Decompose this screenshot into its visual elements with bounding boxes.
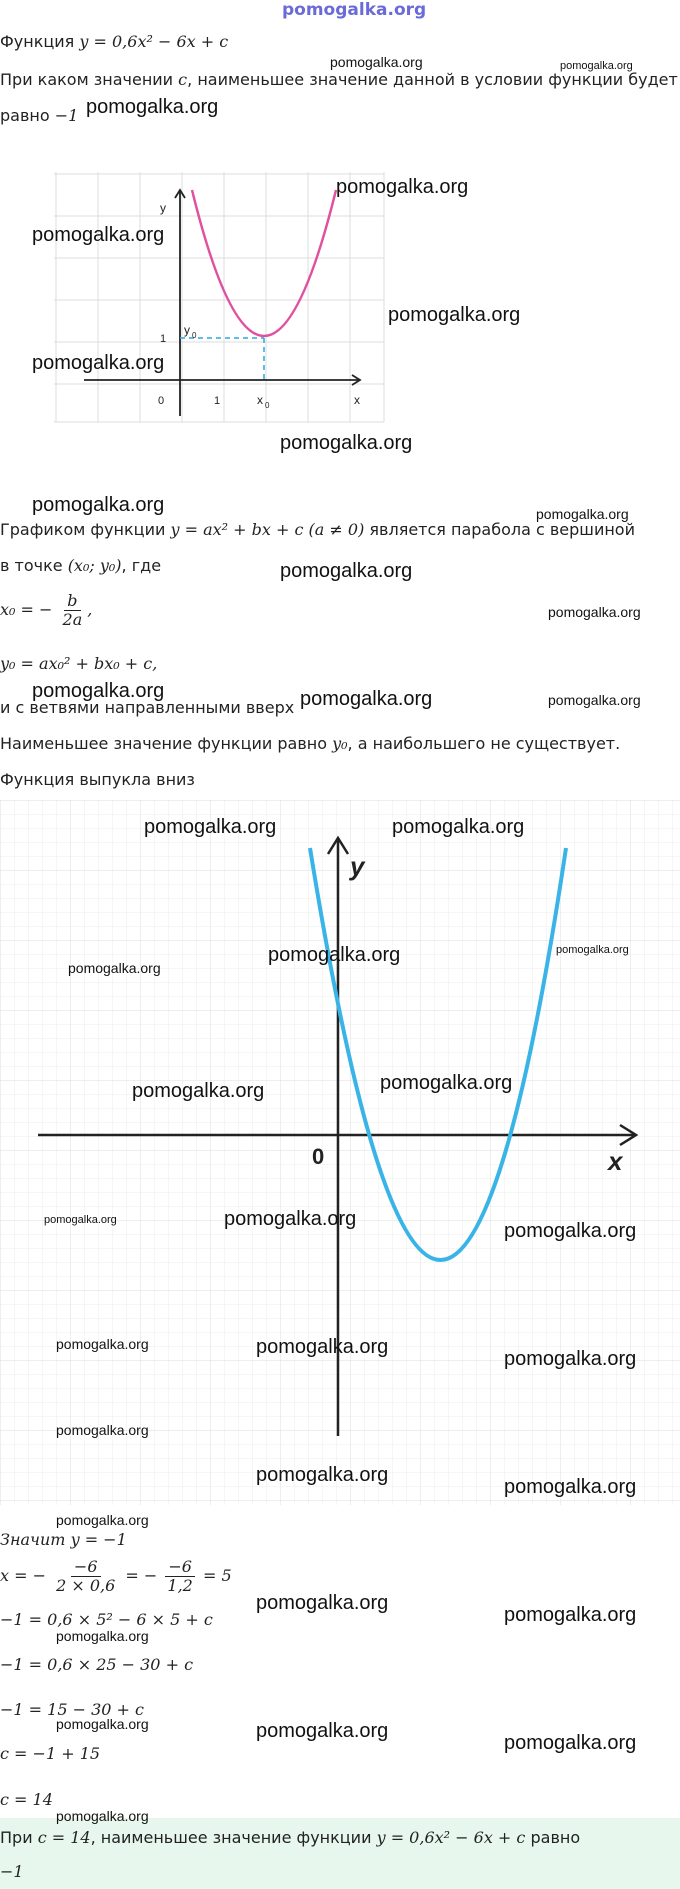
- grid-lines: [54, 172, 384, 422]
- min-prefix: Наименьшее значение функции равно: [0, 734, 327, 753]
- watermark: pomogalka.org: [32, 352, 165, 374]
- graph1-y-label: y: [160, 201, 166, 215]
- watermark: pomogalka.org: [560, 60, 633, 72]
- answer-var: c = 14: [37, 1828, 91, 1847]
- theory-branches: и с ветвями направленными вверх: [0, 698, 295, 717]
- solution-line3: −1 = 0,6 × 5² − 6 × 5 + c: [0, 1610, 213, 1629]
- theory-line2-suffix: , где: [121, 556, 162, 575]
- watermark: pomogalka.org: [548, 604, 641, 620]
- watermark: pomogalka.org: [504, 1348, 637, 1370]
- watermark: pomogalka.org: [256, 1720, 389, 1742]
- watermark: pomogalka.org: [32, 224, 165, 246]
- graph-parabola-example: [0, 800, 680, 1505]
- watermark: pomogalka.org: [548, 692, 641, 708]
- watermark: pomogalka.org: [56, 1716, 149, 1732]
- watermark: pomogalka.org: [330, 54, 423, 70]
- watermark: pomogalka.org: [380, 1072, 513, 1094]
- watermark: pomogalka.org: [68, 960, 161, 976]
- x0-den: 2a: [62, 610, 83, 629]
- answer-formula: y = 0,6x² − 6x + c: [376, 1828, 526, 1847]
- sol2-end: = 5: [202, 1566, 232, 1585]
- graph1-y0-label: y: [184, 323, 190, 337]
- graph-vertex-diagram: [54, 172, 386, 424]
- site-logo[interactable]: pomogalka.org: [282, 0, 427, 20]
- watermark: pomogalka.org: [56, 1336, 149, 1352]
- sol2-lhs: x = −: [0, 1566, 47, 1585]
- question-value: −1: [54, 106, 79, 125]
- watermark: pomogalka.org: [56, 1808, 149, 1824]
- theory-convex: Функция выпукла вниз: [0, 770, 195, 789]
- watermark: pomogalka.org: [56, 1628, 149, 1644]
- graph2-origin: 0: [312, 1144, 325, 1169]
- watermark: pomogalka.org: [536, 506, 629, 522]
- watermark: pomogalka.org: [56, 1512, 149, 1528]
- solution-line6: c = −1 + 15: [0, 1744, 101, 1763]
- theory-x0-formula: [0, 592, 92, 629]
- graph1-x0-sub: 0: [265, 401, 270, 410]
- answer-middle: , наименьшее значение функции: [90, 1828, 372, 1847]
- watermark: pomogalka.org: [256, 1592, 389, 1614]
- theory-formula: y = ax² + bx + c (a ≠ 0): [170, 520, 365, 539]
- min-suffix: , а наибольшего не существует.: [347, 734, 621, 753]
- sol2-den2: 1,2: [167, 1576, 193, 1595]
- x0-num: b: [64, 592, 80, 611]
- theory-min: [0, 734, 620, 754]
- theory-line2: [0, 556, 161, 576]
- theory-prefix: Графиком функции: [0, 520, 166, 539]
- answer-prefix: При: [0, 1828, 33, 1847]
- graph2-y-label: y: [350, 851, 365, 881]
- graph1-origin: 0: [158, 395, 165, 407]
- graph1-x0-label: x: [257, 393, 263, 407]
- solution-line2: [0, 1558, 232, 1595]
- watermark: pomogalka.org: [56, 1422, 149, 1438]
- graph1-x-label: x: [354, 393, 360, 407]
- answer-suffix: равно: [530, 1828, 581, 1847]
- graph1-tick-y1: 1: [160, 333, 167, 345]
- watermark: pomogalka.org: [556, 944, 629, 956]
- watermark: pomogalka.org: [132, 1080, 265, 1102]
- answer-line1: [0, 1828, 580, 1848]
- watermark: pomogalka.org: [504, 1732, 637, 1754]
- sol2-den1: 2 × 0,6: [56, 1576, 116, 1595]
- theory-line2-prefix: в точке: [0, 556, 63, 575]
- graph1-tick-x1: 1: [214, 395, 221, 407]
- watermark: pomogalka.org: [32, 494, 165, 516]
- watermark: pomogalka.org: [44, 1214, 117, 1226]
- watermark: pomogalka.org: [86, 96, 219, 118]
- watermark: pomogalka.org: [504, 1220, 637, 1242]
- question-prefix: При каком значении: [0, 70, 174, 89]
- solution-line1: Значит y = −1: [0, 1530, 127, 1549]
- theory-suffix: является парабола с вершиной: [369, 520, 635, 539]
- question-rest: , наименьшее значение данной в условии функции будет: [187, 70, 678, 89]
- min-var: y₀: [332, 734, 348, 753]
- watermark: pomogalka.org: [392, 816, 525, 838]
- graph2-panel: [0, 800, 680, 1505]
- answer-box: [0, 1818, 680, 1889]
- watermark: pomogalka.org: [256, 1464, 389, 1486]
- sol2-mid: = −: [125, 1566, 158, 1585]
- watermark: pomogalka.org: [300, 688, 433, 710]
- task-question-line2: [0, 106, 78, 126]
- task-formula: y = 0,6x² − 6x + c: [79, 32, 229, 51]
- watermark: pomogalka.org: [504, 1604, 637, 1626]
- watermark: pomogalka.org: [32, 680, 165, 702]
- watermark: pomogalka.org: [504, 1476, 637, 1498]
- answer-value: −1: [0, 1862, 24, 1881]
- watermark: pomogalka.org: [280, 432, 413, 454]
- theory-y0-formula: y₀ = ax₀² + bx₀ + c,: [0, 654, 158, 673]
- theory-line1: [0, 520, 635, 540]
- watermark: pomogalka.org: [388, 304, 521, 326]
- graph2-x-label: x: [608, 1146, 623, 1176]
- watermark: pomogalka.org: [336, 176, 469, 198]
- watermark: pomogalka.org: [280, 560, 413, 582]
- parabola-curve: [192, 190, 336, 336]
- sol2-num2: −6: [165, 1558, 195, 1577]
- solution-line4: −1 = 0,6 × 25 − 30 + c: [0, 1655, 194, 1674]
- watermark: pomogalka.org: [144, 816, 277, 838]
- solution-line7: c = 14: [0, 1790, 53, 1809]
- graph2-grid: [0, 800, 680, 1505]
- question-var: c: [178, 70, 188, 89]
- question-line2: равно: [0, 106, 50, 125]
- x0-lhs: x₀ = −: [0, 600, 53, 619]
- task-statement: [0, 32, 228, 52]
- theory-vertex-point: (x₀; y₀): [67, 556, 122, 575]
- graph1-y0-sub: 0: [192, 331, 197, 340]
- task-question: [0, 70, 678, 90]
- x0-end: ,: [87, 600, 93, 619]
- watermark: pomogalka.org: [268, 944, 401, 966]
- solution-line5: −1 = 15 − 30 + c: [0, 1700, 144, 1719]
- sol2-num1: −6: [71, 1558, 101, 1577]
- watermark: pomogalka.org: [256, 1336, 389, 1358]
- watermark: pomogalka.org: [224, 1208, 357, 1230]
- task-label: Функция: [0, 32, 75, 51]
